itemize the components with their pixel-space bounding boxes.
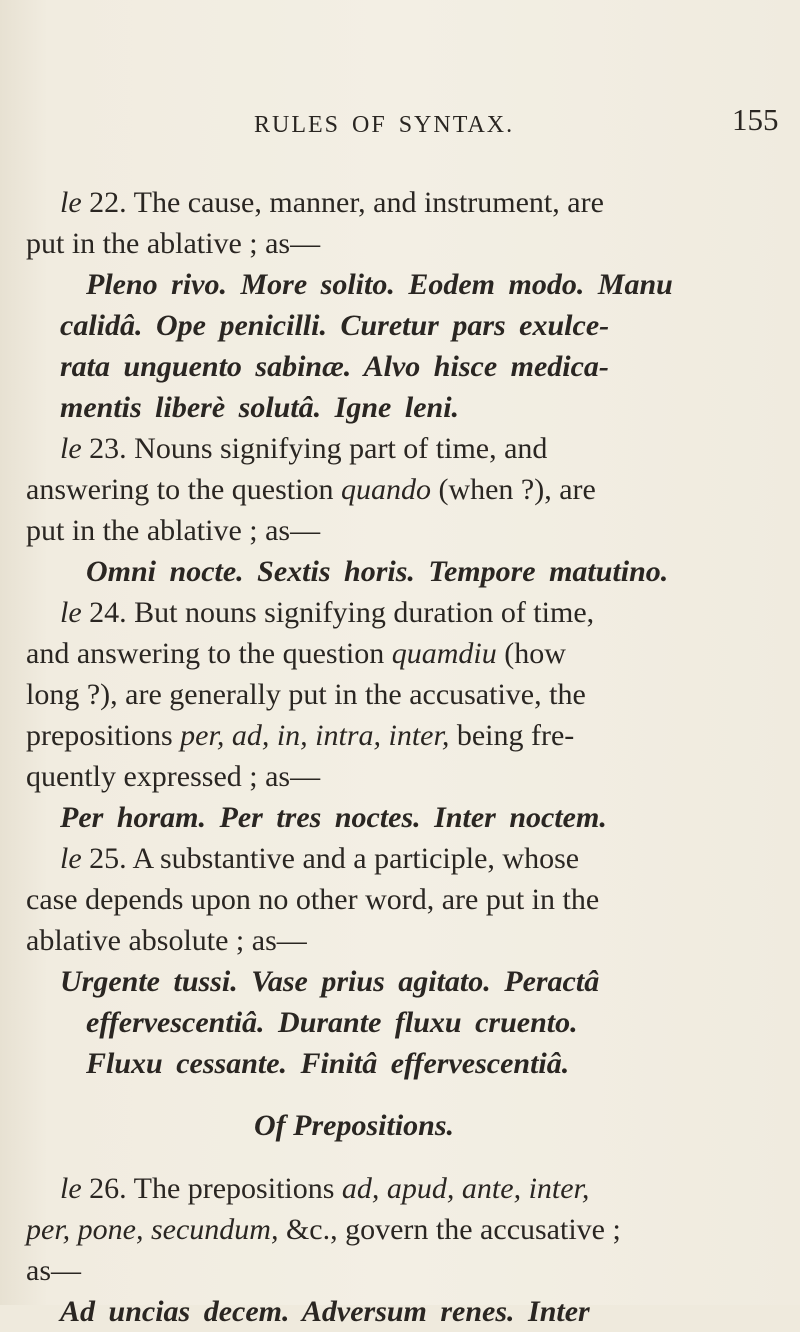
rule-25-line-3: ablative absolute ; as—: [26, 924, 307, 957]
rule-24-line-3: long ?), are generally put in the accusative, the: [26, 678, 586, 711]
rule-23-text-2c: (when ?), are: [430, 473, 596, 506]
rule-25-tag: le: [60, 842, 82, 875]
rule-24-text-4a: prepositions: [26, 719, 181, 752]
rule-23-line-3: put in the ablative ; as—: [26, 514, 321, 547]
rule-26: [0, 1168, 800, 1332]
rule-26-text-1a: 26. The prepositions: [81, 1172, 342, 1205]
rule-23-text-1: 23. Nouns signifying part of time, and: [81, 432, 548, 465]
rule-22-example-1: Pleno rivo. More solito. Eodem modo. Manu: [86, 268, 673, 301]
rule-24: [0, 592, 800, 838]
rule-26-line-2: [0, 1209, 800, 1250]
rule-23: [0, 428, 800, 592]
rule-26-line-3: as—: [26, 1254, 81, 1287]
rule-23-tag: le: [60, 432, 82, 465]
rule-22-line-2: put in the ablative ; as—: [26, 227, 321, 260]
rule-23-example-1: Omni nocte. Sextis horis. Tempore matutino.: [86, 555, 669, 588]
rule-22-tag: le: [60, 186, 82, 219]
rule-22: [0, 182, 800, 428]
rule-26-text-1b: ad, apud, ante, inter,: [341, 1172, 590, 1205]
rule-25-text-1: 25. A substantive and a participle, whose: [81, 842, 580, 875]
rule-23-text-2b: quando: [340, 473, 431, 506]
section-heading: Of Prepositions.: [254, 1109, 455, 1142]
rule-25: [0, 838, 800, 1084]
rule-24-line-4: [0, 715, 800, 756]
rule-26-example-1: Ad uncias decem. Adversum renes. Inter: [60, 1295, 590, 1328]
rule-24-text-2a: and answering to the question: [26, 637, 392, 670]
rule-24-text-1: 24. But nouns signifying duration of time,: [81, 596, 595, 629]
rule-25-line-2: case depends upon no other word, are put in the: [26, 883, 600, 916]
running-head: RULES OF SYNTAX.: [254, 112, 515, 138]
rule-26-text-2a: per, pone, secundum,: [26, 1213, 279, 1246]
rule-24-line-2: [0, 633, 800, 674]
rule-24-text-2b: quamdiu: [391, 637, 497, 670]
rule-24-text-4c: being fre-: [449, 719, 575, 752]
rule-24-line-1: [0, 592, 800, 633]
rule-24-text-4b: per, ad, in, intra, inter,: [180, 719, 450, 752]
rule-22-example-3: rata unguento sabinæ. Alvo hisce medica-: [60, 350, 609, 383]
rule-24-tag: le: [60, 596, 82, 629]
page-number: 155: [732, 102, 779, 137]
rule-23-line-2: [0, 469, 800, 510]
rule-25-example-1: Urgente tussi. Vase prius agitato. Peractâ: [60, 965, 600, 998]
rule-25-example-3: Fluxu cessante. Finitâ effervescentiâ.: [86, 1047, 570, 1080]
rule-26-line-1: [0, 1168, 800, 1209]
rule-22-example-4: mentis liberè solutâ. Igne leni.: [60, 391, 460, 424]
rule-26-tag: le: [60, 1172, 82, 1205]
rule-22-text-1: 22. The cause, manner, and instrument, are: [81, 186, 604, 219]
rule-23-line-1: [0, 428, 800, 469]
page-header: [0, 90, 800, 140]
rule-24-line-5: quently expressed ; as—: [26, 760, 321, 793]
rule-22-example-2: calidâ. Ope penicilli. Curetur pars exulce-: [60, 309, 610, 342]
rule-25-line-1: [0, 838, 800, 879]
rule-23-text-2a: answering to the question: [26, 473, 341, 506]
rule-24-example-1: Per horam. Per tres noctes. Inter noctem.: [60, 801, 607, 834]
rule-26-text-2b: &c., govern the accusative ;: [278, 1213, 621, 1246]
rule-25-example-2: effervescentiâ. Durante fluxu cruento.: [86, 1006, 578, 1039]
rule-22-line-1: [0, 182, 800, 223]
page-body: [0, 182, 800, 1332]
rule-24-text-2c: (how: [496, 637, 566, 670]
